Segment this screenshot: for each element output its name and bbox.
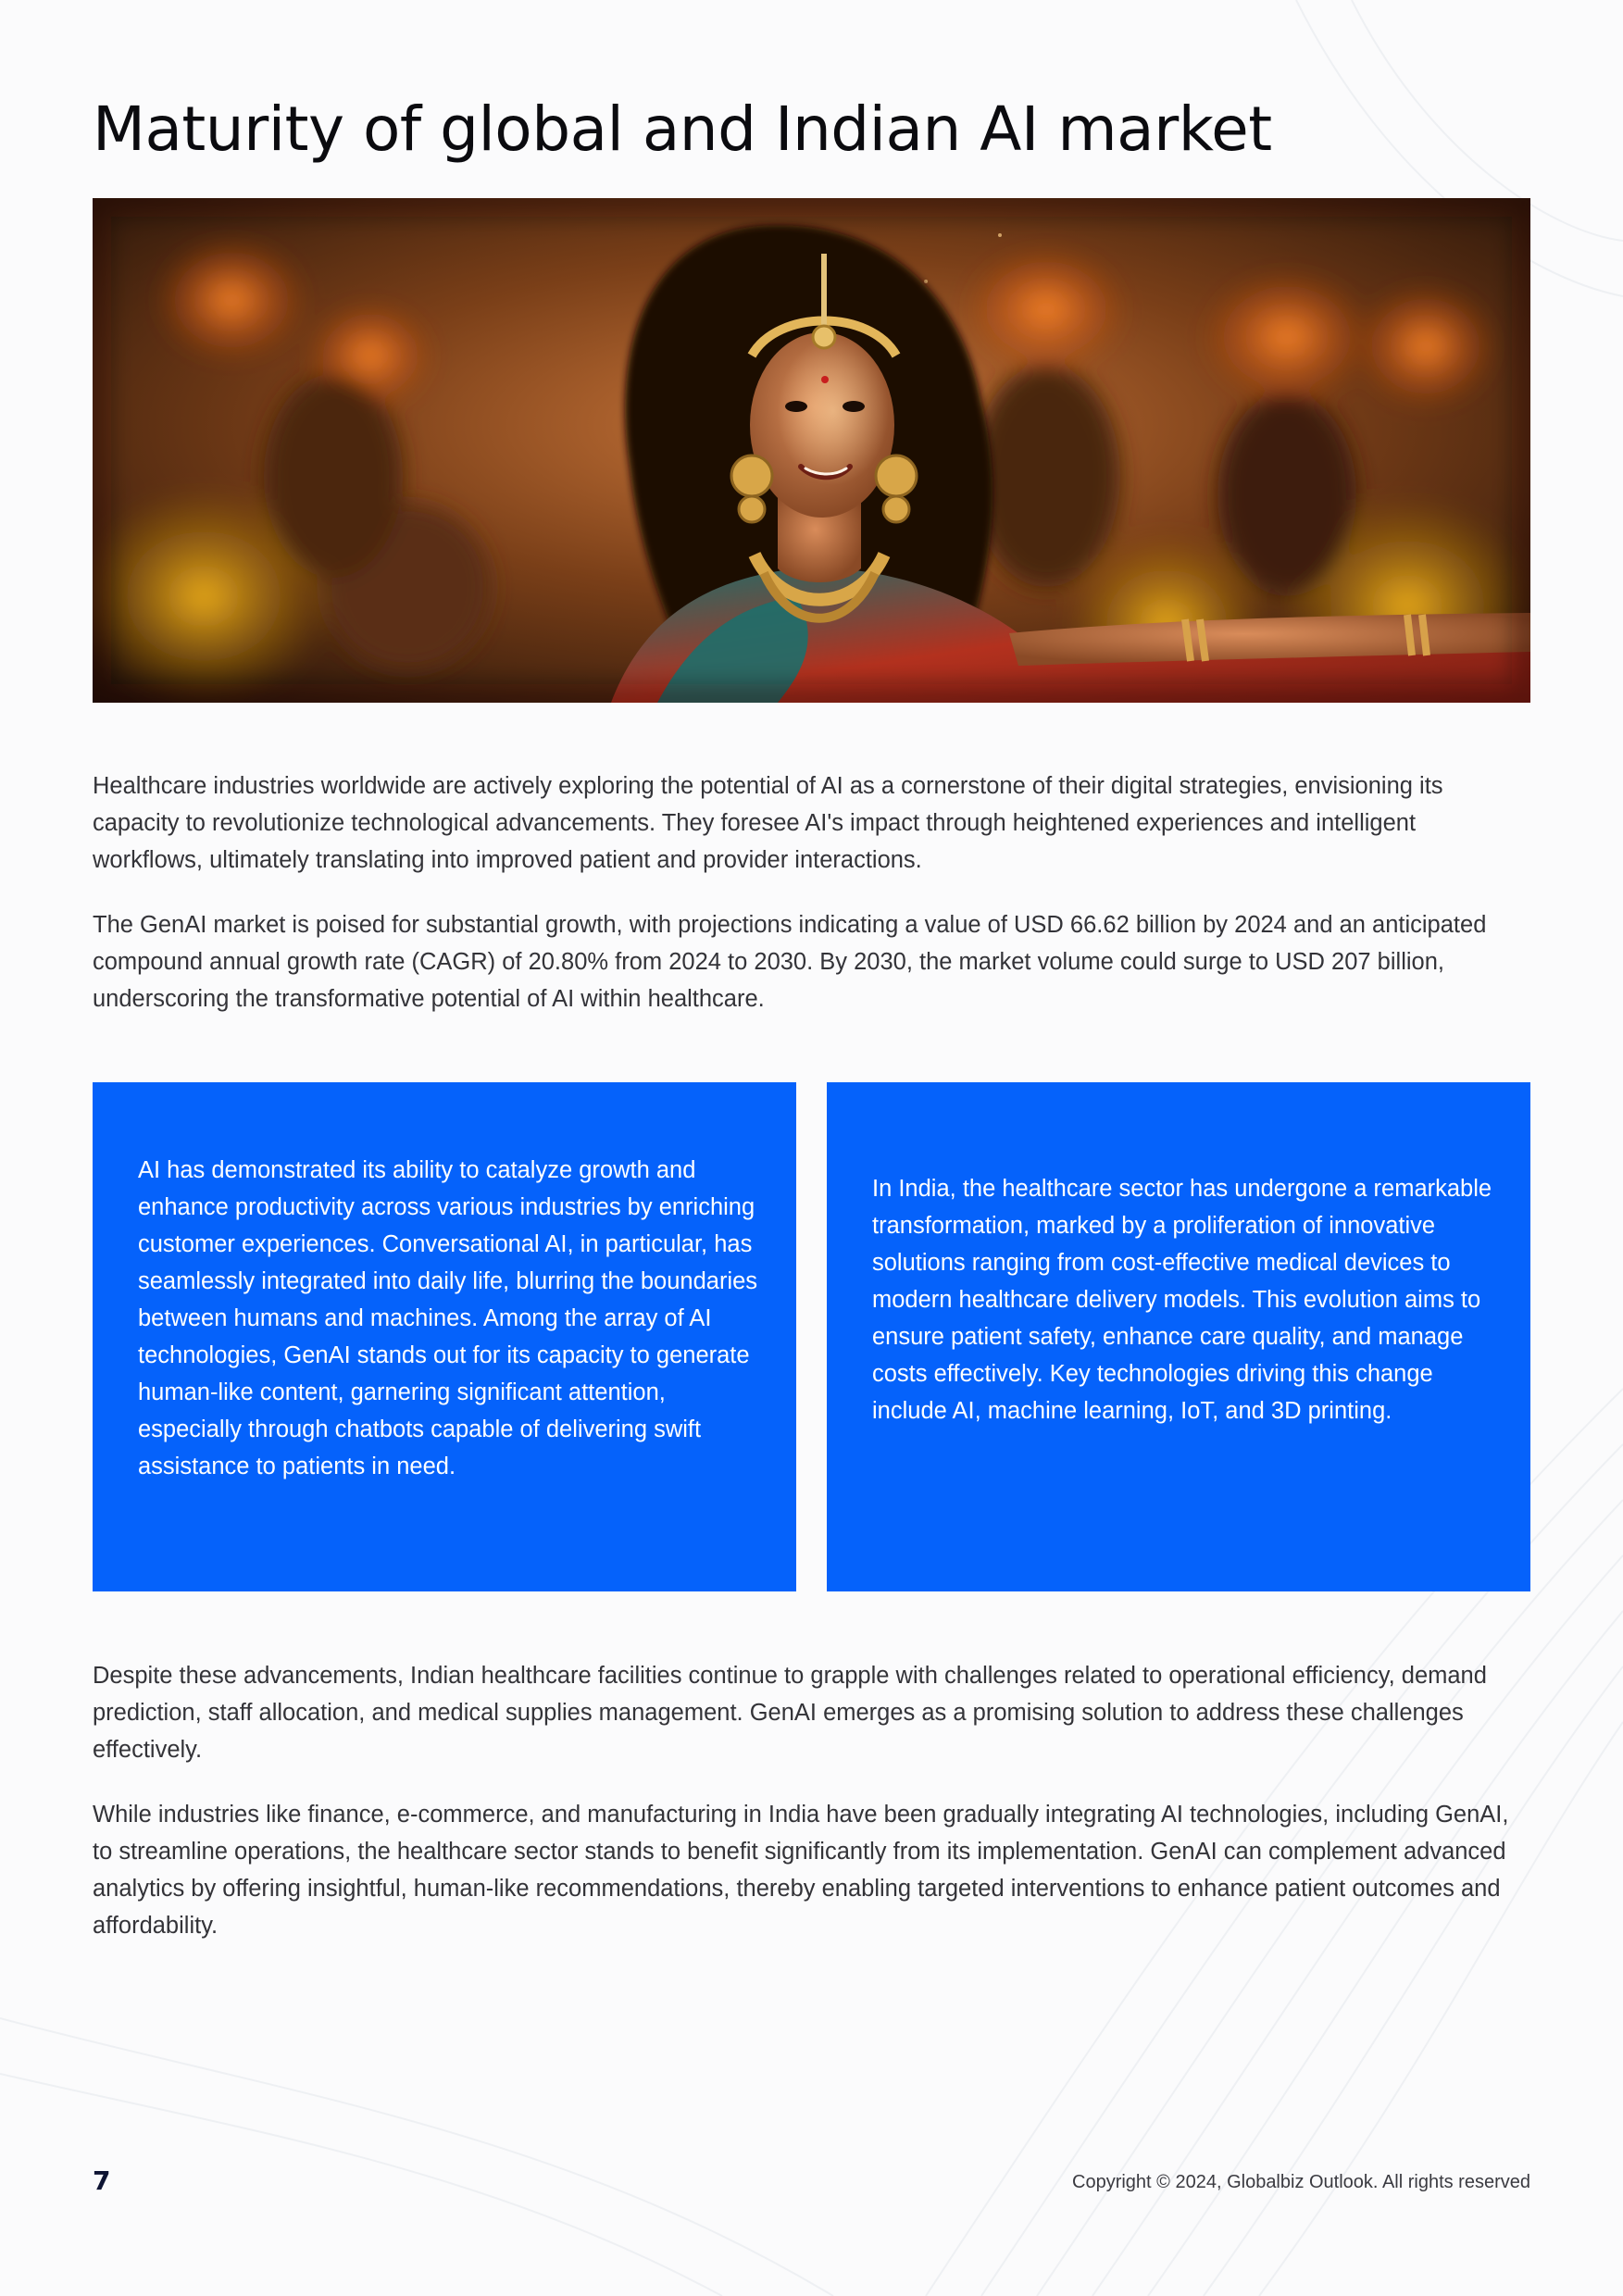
- callout-text-right: In India, the healthcare sector has undergone a remarkable transformation, marked by a proliferation of innovative solutions ranging from cost-effective medical devices to modern healthcare delivery models. This evolution aims to ensure patient safety, enhance care quality, and manage costs effectively. Key technologies driving this change include AI, machine learning, IoT, and 3D printing.: [872, 1176, 1492, 1424]
- callout-box-right: [827, 1082, 1530, 1591]
- report-page: [93, 0, 1530, 2296]
- intro-paragraph-1: Healthcare industries worldwide are actively exploring the potential of AI as a cornerstone of their digital strategies, envisioning its capacity to revolutionize technological advancements. They foresee AI's impact through heightened experiences and intelligent workflows, ultimately translating into improved patient and provider interactions.: [93, 773, 1443, 873]
- page-number: 7: [93, 2165, 111, 2196]
- copyright-notice: Copyright © 2024, Globalbiz Outlook. All rights reserved: [1072, 2172, 1530, 2192]
- hero-image: [93, 198, 1530, 703]
- callout-box-left: [93, 1082, 796, 1591]
- outro-paragraph-1: Despite these advancements, Indian healthcare facilities continue to grapple with challenges related to operational efficiency, demand prediction, staff allocation, and medical supplies management. GenAI emerges as a promising solution to address these challenges effectively.: [93, 1663, 1487, 1763]
- callout-text-left: AI has demonstrated its ability to catalyze growth and enhance productivity across various industries by enriching customer experiences. Conversational AI, in particular, has seamlessly integrated into daily life, blurring the boundaries between humans and machines. Among the array of AI technologies, GenAI stands out for its capacity to generate human-like content, garnering significant attention, especially through chatbots capable of delivering swift assistance to patients in need.: [138, 1157, 758, 1479]
- page-title: Maturity of global and Indian AI market: [93, 94, 1272, 165]
- intro-paragraph-2: The GenAI market is poised for substantial growth, with projections indicating a value of USD 66.62 billion by 2024 and an anticipated compound annual growth rate (CAGR) of 20.80% from 2024 to 2030. By 2030, the market volume could surge to USD 207 billion, underscoring the transformative potential of AI within healthcare.: [93, 912, 1487, 1012]
- smiling-woman-photo-icon: [93, 198, 1530, 703]
- outro-paragraph-2: While industries like finance, e-commerce, and manufacturing in India have been gradually integrating AI technologies, including GenAI, to streamline operations, the healthcare sector stands to benefit significantly from its implementation. GenAI can complement advanced analytics by offering insightful, human-like recommendations, thereby enabling targeted interventions to enhance patient outcomes and affordability.: [93, 1802, 1509, 1939]
